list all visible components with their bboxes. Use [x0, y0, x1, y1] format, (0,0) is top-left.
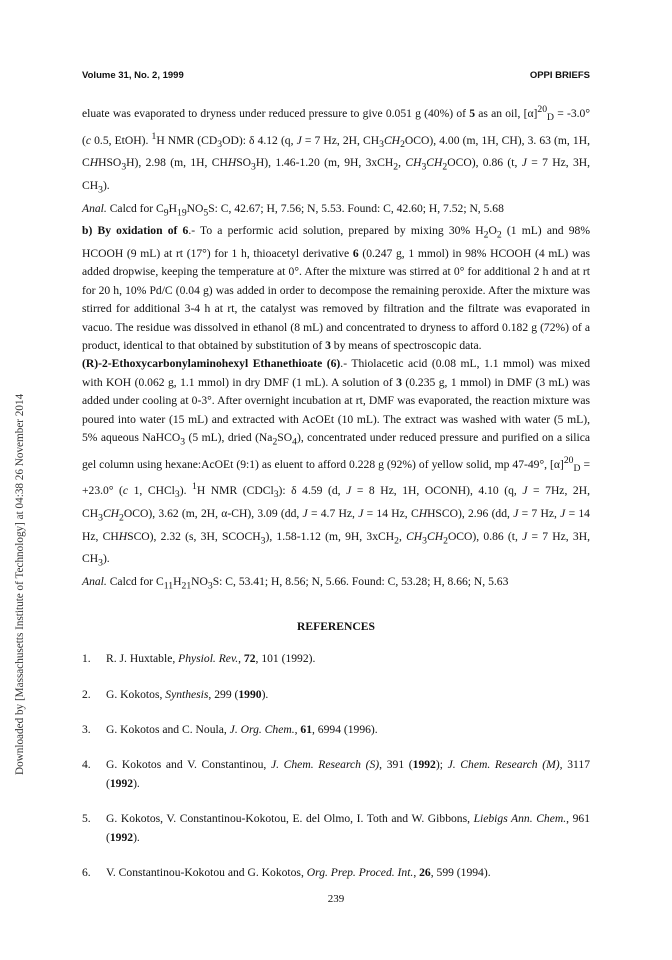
reference-item: 2. G. Kokotos, Synthesis, 299 (1990).	[82, 687, 269, 701]
section-title: OPPI BRIEFS	[529, 70, 590, 81]
analysis-compound-6: Anal. Calcd for $C_{11}H_{21}NO_3S$: C, 53.41; H, 8.56; N, 5.66. Found: C, 53.28; H, 8.66; N, 5.63	[82, 575, 509, 592]
download-watermark	[14, 215, 28, 775]
article-body	[82, 101, 590, 900]
reference-item: 3. G. Kokotos and C. Noula, J. Org. Chem., 61, 6994 (1996).	[82, 723, 378, 737]
paragraph-oxidation: b) By oxidation of 6.- To a performic acid solution, prepared by mixing 30% $H_2O_2$ (1 mL) and 98% HCOOH (9 mL) at rt (17°) for 1 h, thioacetyl derivative 6 (0.247 g, 1 mmol) in 98% HCOOH (4 mL) was added dropwise, keeping the temperature at 0°. After the mixture was stirred at 0° for additional 2 h and at rt for 20 h, 10% Pd/C (0.04 g) was added in order to decompose the remaining peroxide. After the mixture was stirred for additional 3-4 h at rt, the catalyst was removed by filtration and the filtrate was evaporated in vacuo. The residue was dissolved in ethanol (8 mL) and concentrated to dryness to afford 0.182 g (72%) of a product, identical to that obtained by substitution of 3 by means of spectroscopic data.	[82, 224, 591, 353]
analysis-compound-5: Anal. Calcd for $C_9H_{19}NO_5S$: C, 42.67; H, 7.56; N, 5.53. Found: C, 42.60; H, 7.52; N, 5.68	[82, 201, 504, 218]
references-heading: REFERENCES	[297, 619, 375, 633]
reference-item: 5. G. Kokotos, V. Constantinou-Kokotou, E. del Olmo, I. Toth and W. Gibbons, Liebigs Ann. Chem., 961 (1992).	[82, 812, 591, 844]
page-number: 239	[327, 893, 345, 905]
download-watermark-text: Downloaded by [Massachusetts Institute of Technology] at 04:38 26 November 2014	[14, 393, 26, 775]
journal-volume: Volume 31, No. 2, 1999	[82, 70, 184, 81]
reference-item: 1. R. J. Huxtable, Physiol. Rev., 72, 101 (1992).	[82, 652, 316, 666]
running-header	[82, 70, 590, 81]
reference-item: 6. V. Constantinou-Kokotou and G. Kokotos, Org. Prep. Proced. Int., 26, 599 (1994).	[82, 866, 491, 880]
reference-item: 4. G. Kokotos and V. Constantinou, J. Chem. Research (S), 391 (1992); J. Chem. Research (M), 3117 (1992).	[82, 758, 590, 790]
paragraph-compound-6: (R)-2-Ethoxycarbonylaminohexyl Ethanethioate (6).- Thiolacetic acid (0.08 mL, 1.1 mmol) was mixed with KOH (0.062 g, 1.1 mmol) in dry DMF (1 mL). A solution of 3 (0.235 g, 1 mmol) in DMF (3 mL) was added under cooling at 0-3°. After overnight incubation at rt, DMF was evaporated, the reaction mixture was poured into water (15 mL) and extracted with AcOEt (10 mL). The extract was washed with water (5 mL), 5% aqueous NaHCO$_3$ (5 mL), dried $(Na_2SO_4)$, concentrated under reduced pressure and purified on a silica gel column using hexane:AcOEt (9:1) as eluent to afford 0.228 g (92%) of yellow solid, mp 47-49°, $[\alpha]^{20}_D = +23.0^\circ$ (c 1, CHCl$_3$). $^1$H NMR (CDCl$_3$): δ 4.59 (d, J = 8 Hz, 1H, OCONH), 4.10 (q, J = 7Hz, 2H, $CH_3CH_2OCO$), 3.62 (m, 2H, α-CH), 3.09 (dd, J = 4.7 Hz, J = 14 Hz, CHHSCO), 2.96 (dd, J = 7 Hz, J = 14 Hz, CHHSCO), 2.32 (s, 3H, $SCOCH_3$), 1.58-1.12 (m, 9H, 3xCH$_2$, $CH_3CH_2OCO$), 0.86 (t, J = 7 Hz, 3H, $CH_3$).	[82, 357, 591, 569]
paragraph-eluate: eluate was evaporated to dryness under reduced pressure to give 0.051 g (40%) of 5 as an oil, $[\alpha]^{20}_D = -3.0^\circ$ (c 0.5, EtOH). $^1$H NMR $(CD_3OD)$: δ 4.12 (q, J = 7 Hz, 2H, $CH_3CH_2OCO$), 4.00 (m, 1H, CH), 3. 63 (m, 1H, $CHHSO_3H$), 2.98 (m, 1H, $CHHSO_3H$), 1.46-1.20 (m, 9H, 3xCH$_2$, $CH_3CH_2OCO$), 0.86 (t, J = 7 Hz, 3H, $CH_3$).	[82, 104, 591, 196]
